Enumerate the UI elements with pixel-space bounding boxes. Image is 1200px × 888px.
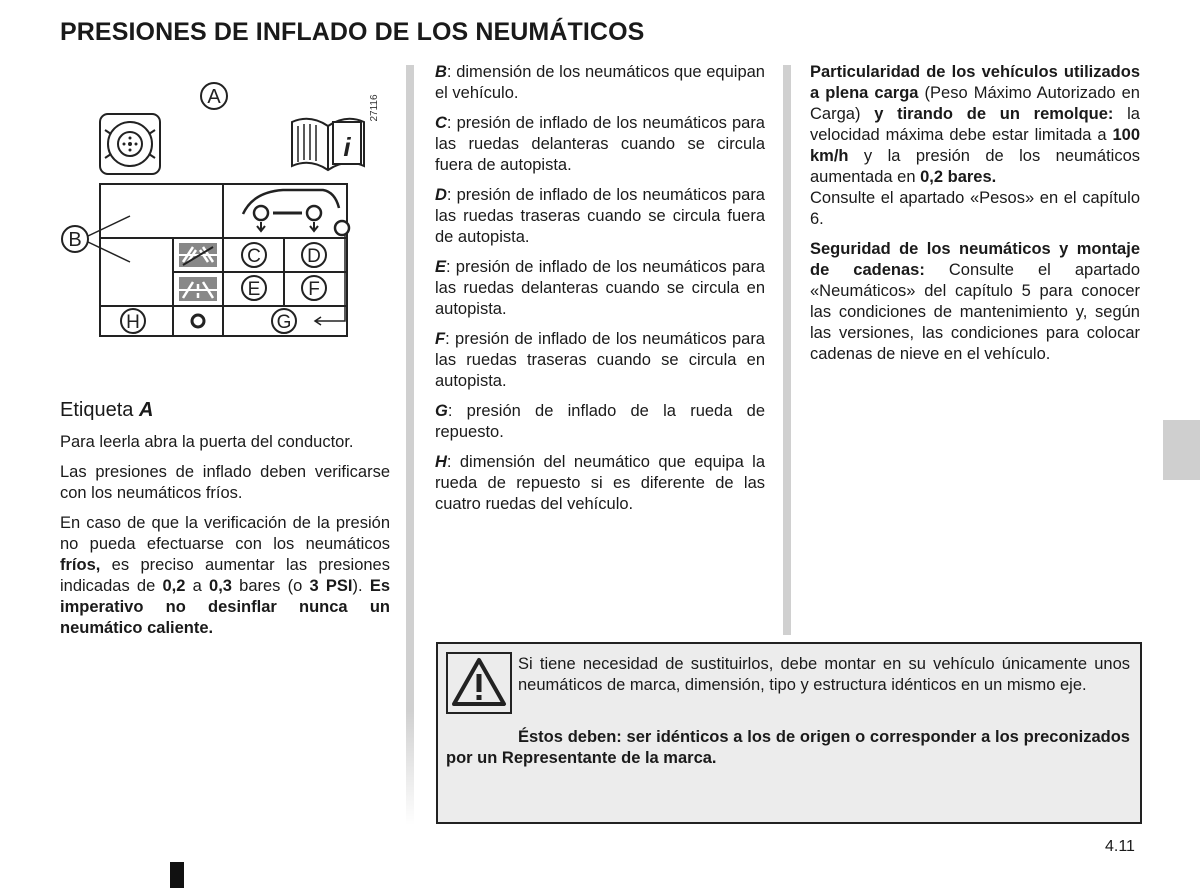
callout-f — [302, 276, 326, 300]
legend-item-f: F: presión de inflado de los neumáticos para las ruedas traseras cuando se circula en autopista. — [435, 330, 765, 390]
callout-g — [272, 309, 296, 333]
column-2 — [435, 62, 765, 524]
warning-paragraph: Si tiene necesidad de sustituirlos, debe montar en su vehículo únicamente unos neumáticos de marca, dimensión, tipo y estructura idénticos en un mismo eje. — [518, 655, 1130, 694]
svg-text:i: i — [343, 132, 351, 162]
legend-item-d: D: presión de inflado de los neumáticos para las ruedas traseras cuando se circula fuera de autopista. — [435, 186, 765, 246]
callout-d-label: D — [307, 246, 321, 267]
column-1 — [60, 400, 390, 648]
margin-mark — [170, 862, 184, 888]
page-tab — [1163, 420, 1200, 480]
callout-a — [201, 83, 227, 109]
manual-info-icon — [292, 119, 364, 170]
callout-e — [242, 276, 266, 300]
column-divider — [783, 65, 791, 635]
spare-wheel-icon — [192, 315, 204, 327]
column-divider — [406, 65, 414, 825]
road-icon — [179, 243, 217, 267]
callout-a-label: A — [207, 86, 221, 108]
page-number: 4.11 — [1105, 838, 1135, 855]
warning-triangle-icon — [446, 652, 512, 714]
tyre-icon — [100, 114, 160, 174]
warning-box — [436, 642, 1142, 824]
callout-d — [302, 243, 326, 267]
legend-item-h: H: dimensión del neumático que equipa la rueda de repuesto si es diferente de las cuatro ruedas del vehículo. — [435, 453, 765, 513]
section-heading: Etiqueta A — [60, 399, 154, 421]
page-title: PRESIONES DE INFLADO DE LOS NEUMÁTICOS — [60, 18, 645, 46]
motorway-icon — [179, 277, 217, 301]
callout-b-label: B — [68, 229, 82, 251]
callout-c-label: C — [247, 246, 261, 267]
legend-item-b: B: dimensión de los neumáticos que equipan el vehículo. — [435, 63, 765, 102]
legend-item-c: C: presión de inflado de los neumáticos para las ruedas delanteras cuando se circula fuera de autopista. — [435, 114, 765, 174]
paragraph: Para leerla abra la puerta del conductor. — [60, 433, 354, 451]
callout-e-label: E — [247, 279, 261, 300]
callout-h-label: H — [126, 312, 140, 333]
callout-c — [242, 243, 266, 267]
column-3 — [810, 62, 1140, 374]
callout-h — [121, 309, 145, 333]
callout-g-label: G — [276, 312, 292, 333]
vehicle-side-icon — [243, 190, 349, 235]
legend-item-e: E: presión de inflado de los neumáticos para las ruedas delanteras cuando se circula en autopista. — [435, 258, 765, 318]
paragraph: Particularidad de los vehículos utilizados a plena carga (Peso Máximo Autorizado en Carga) y tirando de un remolque: la velocidad máxima debe estar limitada a 100 km/h y la presión de los neumáticos aumentada en 0,2 bares. — [810, 63, 1140, 186]
paragraph: Las presiones de inflado deben verificarse con los neumáticos fríos. — [60, 463, 390, 502]
paragraph: En caso de que la verificación de la presión no pueda efectuarse con los neumáticos fríos, es preciso aumentar las presiones indicadas de 0,2 a 0,3 bares (o 3 PSI). Es imperativo no desinflar nunca un neumático caliente. — [60, 514, 390, 637]
tyre-label-figure — [55, 70, 390, 345]
legend-item-g: G: presión de inflado de la rueda de repuesto. — [435, 402, 765, 441]
warning-emphasis: Éstos deben: ser idénticos a los de origen o corresponder a los preconizados por un Representante de la marca. — [446, 728, 1130, 767]
paragraph: Seguridad de los neumáticos y montaje de cadenas: Consulte el apartado «Neumáticos» del capítulo 5 para conocer las condiciones de mantenimiento y, según las versiones, las condiciones para colocar cadenas de nieve en el vehículo. — [810, 240, 1141, 363]
paragraph: Consulte el apartado «Pesos» en el capítulo 6. — [810, 189, 1140, 228]
figure-code: 27116 — [369, 94, 380, 122]
callout-f-label: F — [308, 279, 320, 300]
warning-text — [518, 654, 1130, 705]
